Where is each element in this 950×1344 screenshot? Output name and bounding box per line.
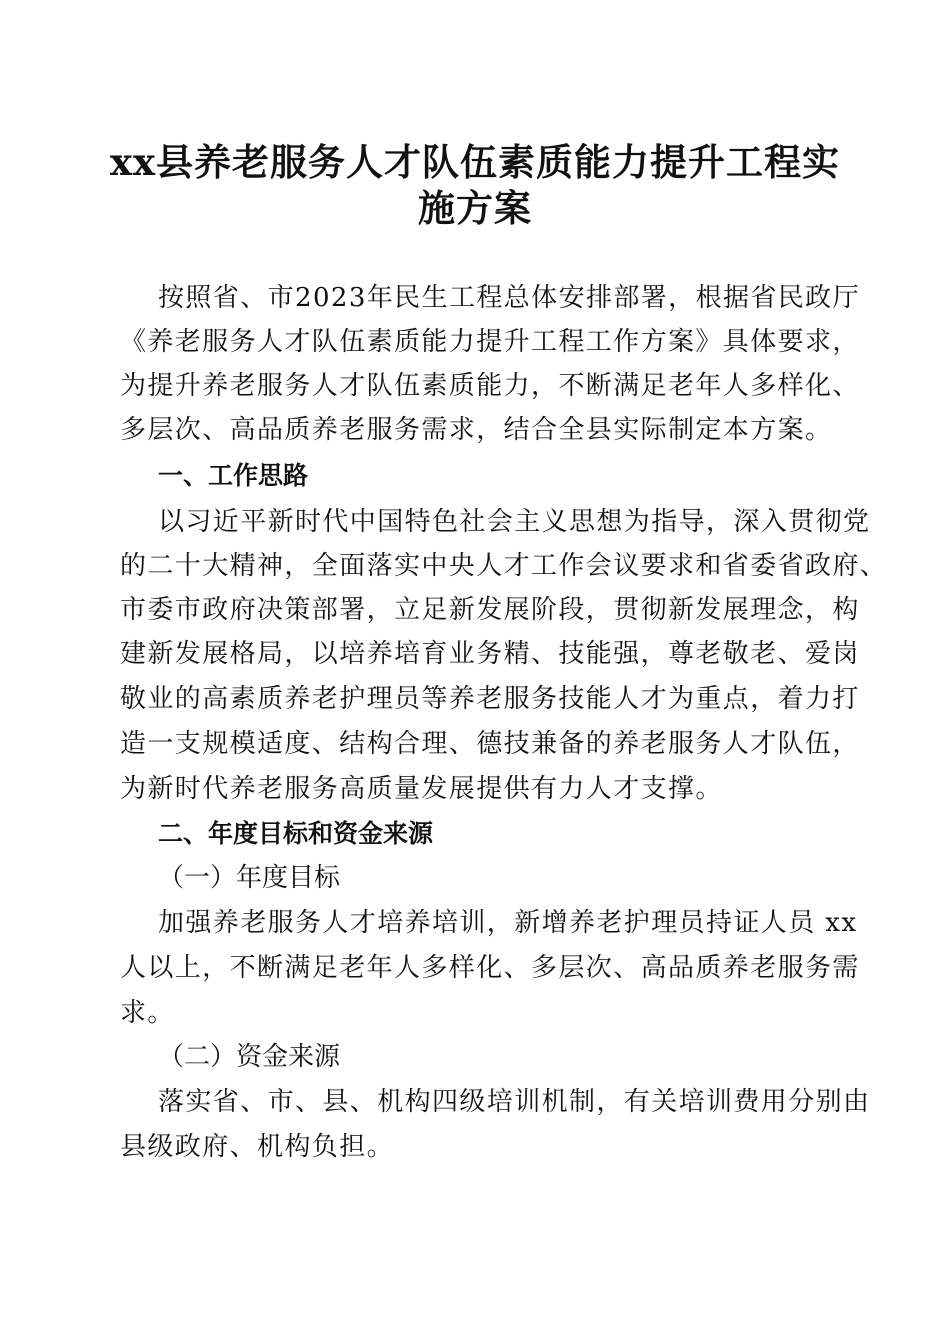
subsection-2-1-line: 加强养老服务人才培养培训，新增养老护理员持证人员 xx bbox=[158, 908, 858, 938]
subsection-2-1-heading: （一）年度目标 bbox=[158, 863, 341, 893]
intro-line: 《养老服务人才队伍素质能力提升工程工作方案》具体要求， bbox=[120, 327, 860, 357]
subsection-2-1-line: 求。 bbox=[120, 998, 175, 1028]
section-1-heading: 一、工作思路 bbox=[158, 461, 309, 490]
section-1-line: 建新发展格局，以培养培育业务精、技能强，尊老敬老、爱岗 bbox=[120, 639, 860, 669]
document-title-line-2: 施方案 bbox=[418, 186, 532, 230]
intro-line: 为提升养老服务人才队伍素质能力，不断满足老年人多样化、 bbox=[120, 371, 860, 401]
subsection-2-2-line: 县级政府、机构负担。 bbox=[120, 1132, 395, 1162]
subsection-2-2-heading: （二）资金来源 bbox=[158, 1042, 341, 1072]
section-1-line: 的二十大精神，全面落实中央人才工作会议要求和省委省政府、 bbox=[120, 551, 888, 581]
section-1-line: 以习近平新时代中国特色社会主义思想为指导，深入贯彻党 bbox=[158, 507, 871, 537]
subsection-2-1-line: 人以上，不断满足老年人多样化、多层次、高品质养老服务需 bbox=[120, 953, 860, 983]
section-1-line: 为新时代养老服务高质量发展提供有力人才支撑。 bbox=[120, 774, 723, 804]
section-1-line: 敬业的高素质养老护理员等养老服务技能人才为重点，着力打 bbox=[120, 684, 860, 714]
section-1-line: 市委市政府决策部署，立足新发展阶段，贯彻新发展理念，构 bbox=[120, 595, 860, 625]
document-title-line-1: xx县养老服务人才队伍素质能力提升工程实 bbox=[109, 140, 841, 184]
section-1-line: 造一支规模适度、结构合理、德技兼备的养老服务人才队伍， bbox=[120, 729, 860, 759]
intro-line: 多层次、高品质养老服务需求，结合全县实际制定本方案。 bbox=[120, 415, 833, 445]
intro-line: 按照省、市2023年民生工程总体安排部署，根据省民政厅 bbox=[158, 283, 860, 313]
subsection-2-2-line: 落实省、市、县、机构四级培训机制，有关培训费用分别由 bbox=[158, 1087, 871, 1117]
section-2-heading: 二、年度目标和资金来源 bbox=[158, 819, 434, 848]
